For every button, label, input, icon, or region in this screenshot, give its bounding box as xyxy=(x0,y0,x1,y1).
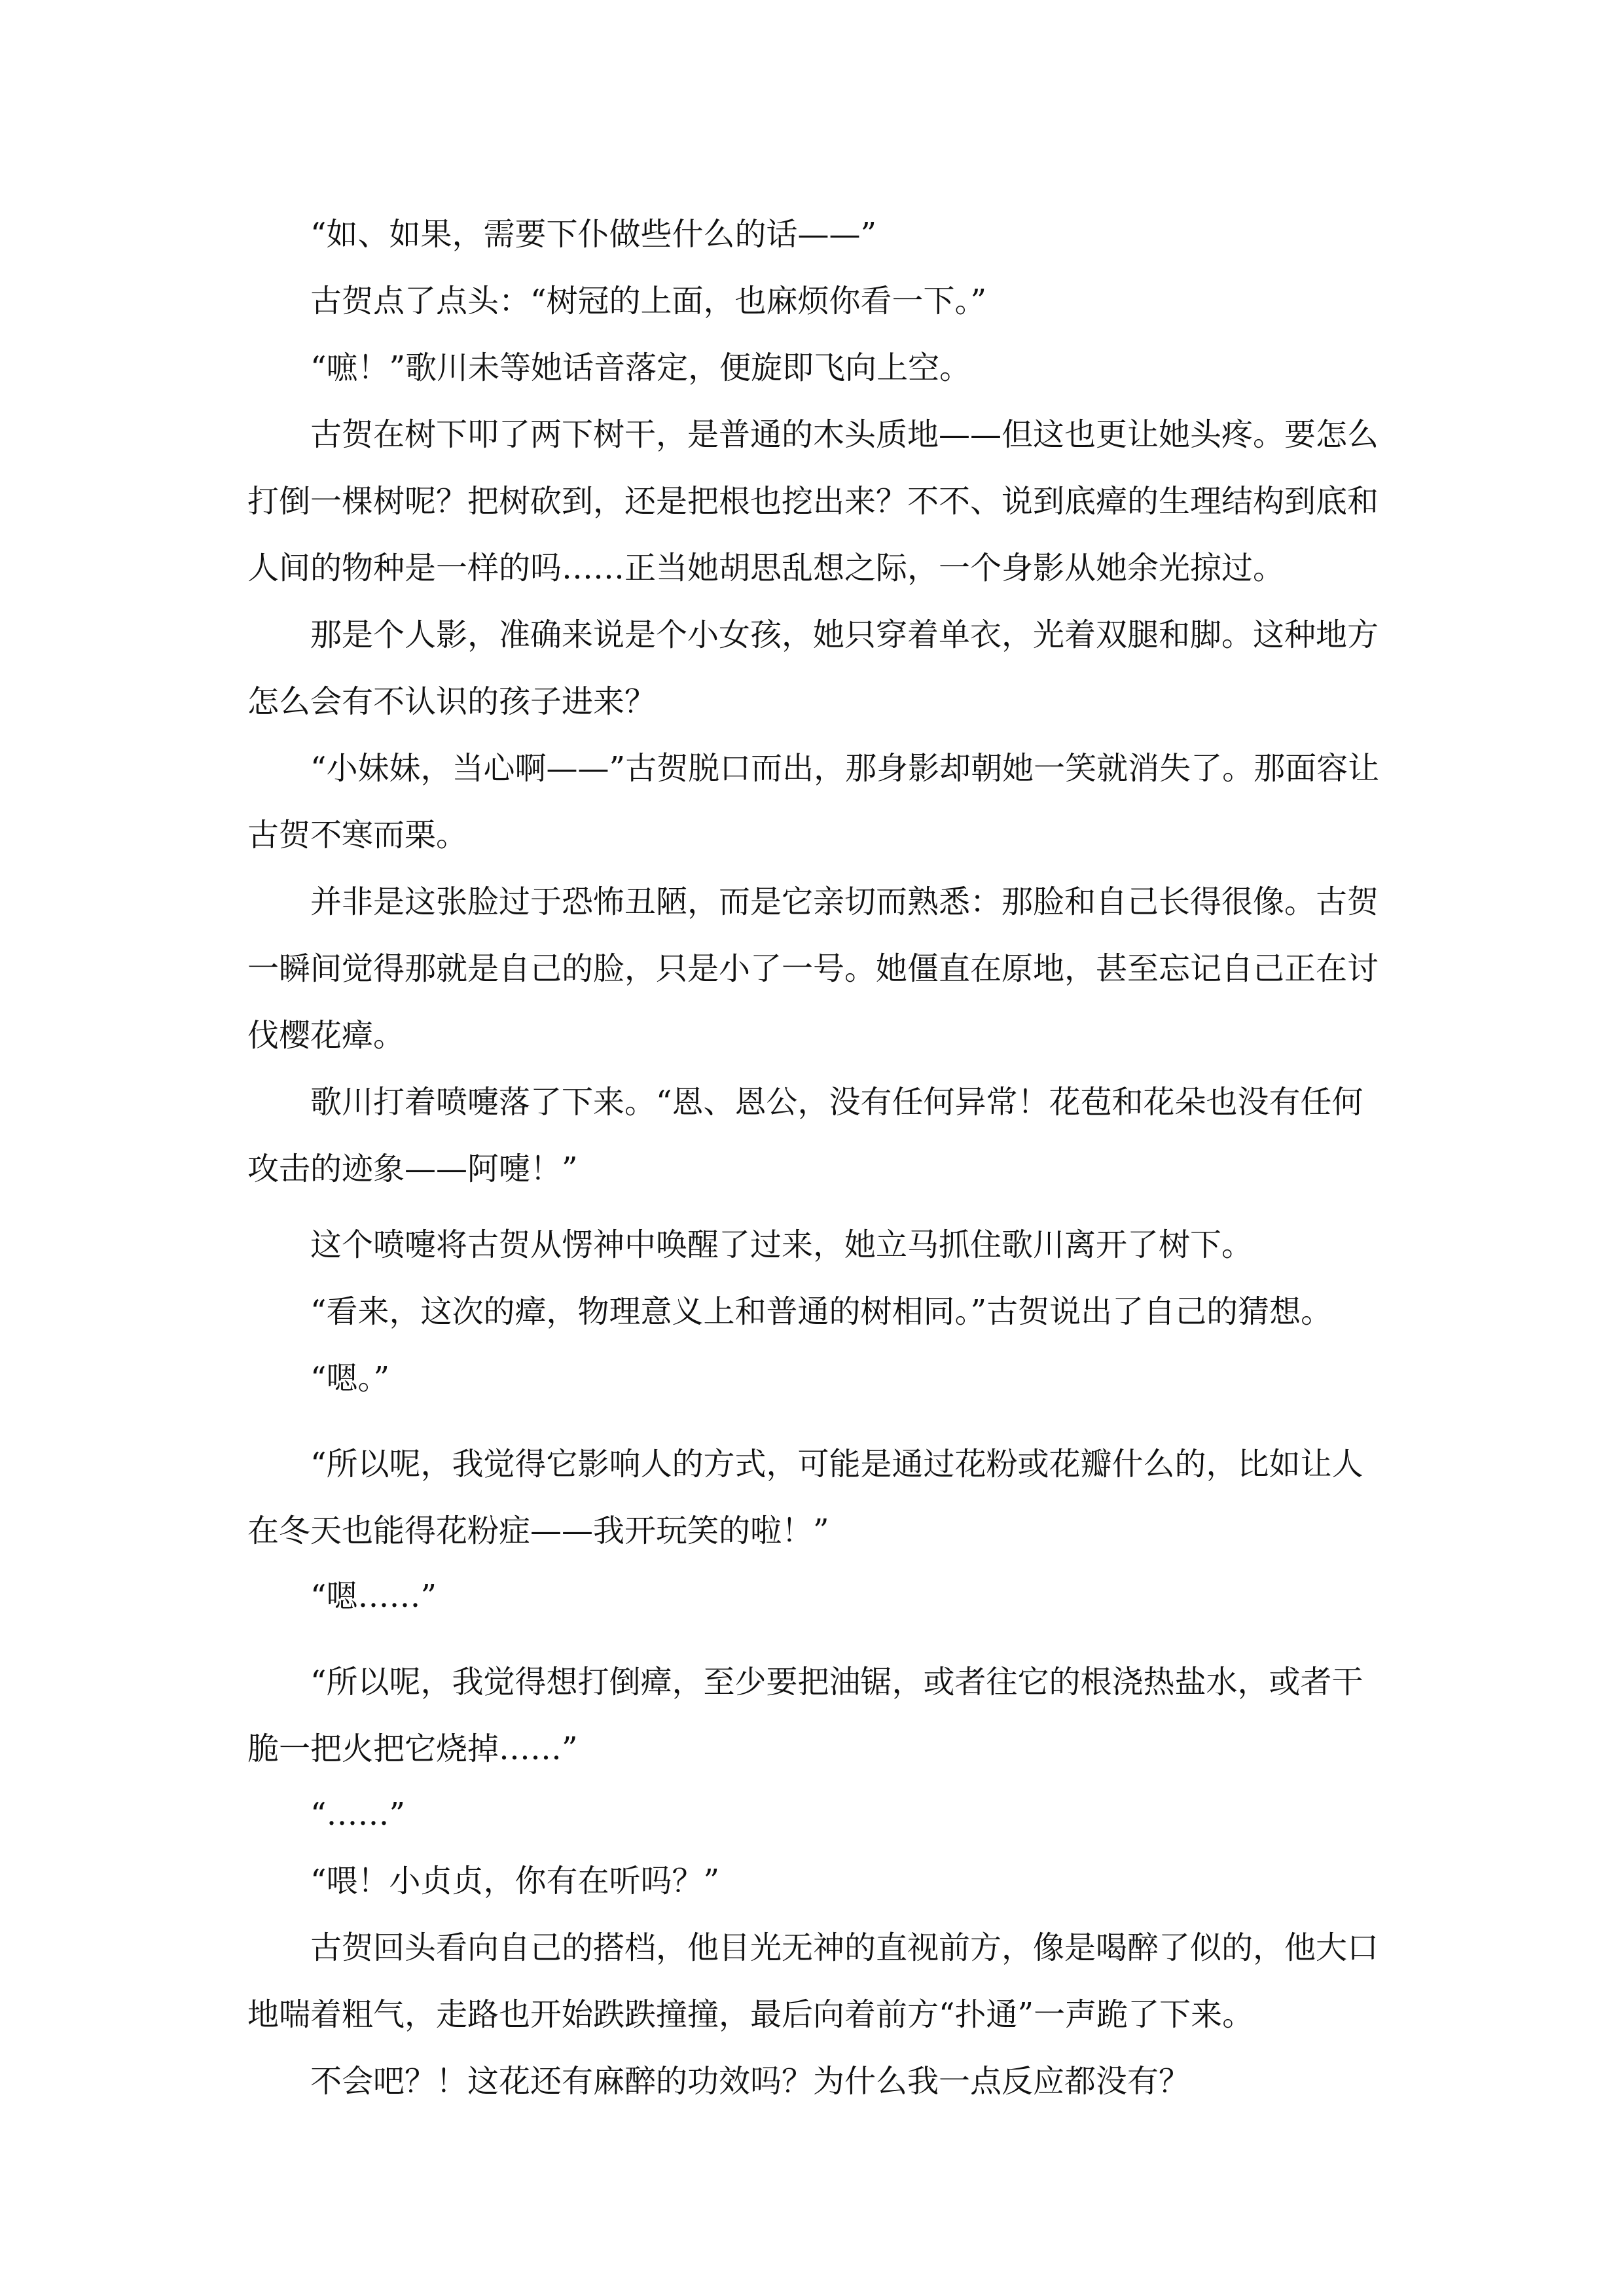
paragraph-5: 那是个人影，准确来说是个小女孩，她只穿着单衣，光着双腿和脚。这种地方怎么会有不认识的孩子进来？ xyxy=(247,617,1379,720)
paragraph-6: “小妹妹，当心啊——”古贺脱口而出，那身影却朝她一笑就消失了。那面容让古贺不寒而栗。 xyxy=(247,750,1380,853)
paragraph-9: 这个喷嚏将古贺从愣神中唤醒了过来，她立马抓住歌川离开了树下。 xyxy=(310,1227,1254,1263)
paragraph-15: “……” xyxy=(310,1796,406,1833)
paragraph-12: “所以呢，我觉得它影响人的方式，可能是通过花粉或花瓣什么的，比如让人在冬天也能得花粉症——我开玩笑的啦！” xyxy=(247,1446,1363,1549)
paragraph-7: 并非是这张脸过于恐怖丑陋，而是它亲切而熟悉：那脸和自己长得很像。古贺一瞬间觉得那就是自己的脸，只是小了一号。她僵直在原地，甚至忘记自己正在讨伐樱花瘴。 xyxy=(247,884,1379,1054)
paragraph-8: 歌川打着喷嚏落了下来。“恩、恩公，没有任何异常！花苞和花朵也没有任何攻击的迹象——阿嚏！” xyxy=(247,1084,1363,1187)
paragraph-1: “如、如果，需要下仆做些什么的话——” xyxy=(310,216,877,253)
paragraph-2: 古贺点了点头：“树冠的上面，也麻烦你看一下。” xyxy=(310,283,987,319)
paragraph-17: 古贺回头看向自己的搭档，他目光无神的直视前方，像是喝醉了似的，他大口地喘着粗气，走路也开始跌跌撞撞，最后向着前方“扑通”一声跪了下来。 xyxy=(247,1929,1379,2033)
paragraph-14: “所以呢，我觉得想打倒瘴，至少要把油锯，或者往它的根浇热盐水，或者干脆一把火把它烧掉……” xyxy=(247,1664,1363,1767)
paragraph-18: 不会吧？！这花还有麻醉的功效吗？为什么我一点反应都没有？ xyxy=(310,2063,1191,2100)
paragraph-13: “嗯……” xyxy=(310,1578,437,1615)
paragraph-4: 古贺在树下叩了两下树干，是普通的木头质地——但这也更让她头疼。要怎么打倒一棵树呢？把树砍到，还是把根也挖出来？不不、说到底瘴的生理结构到底和人间的物种是一样的吗……正当她胡思乱想之际，一个身影从她余光掠过。 xyxy=(247,416,1379,586)
paragraph-3: “嗻！”歌川未等她话音落定，便旋即飞向上空。 xyxy=(310,350,971,386)
paragraph-16: “喂！小贞贞，你有在听吗？” xyxy=(310,1863,720,1899)
paragraph-10: “看来，这次的瘴，物理意义上和普通的树相同。”古贺说出了自己的猜想。 xyxy=(310,1293,1333,1330)
paragraph-11: “嗯。” xyxy=(310,1360,390,1397)
